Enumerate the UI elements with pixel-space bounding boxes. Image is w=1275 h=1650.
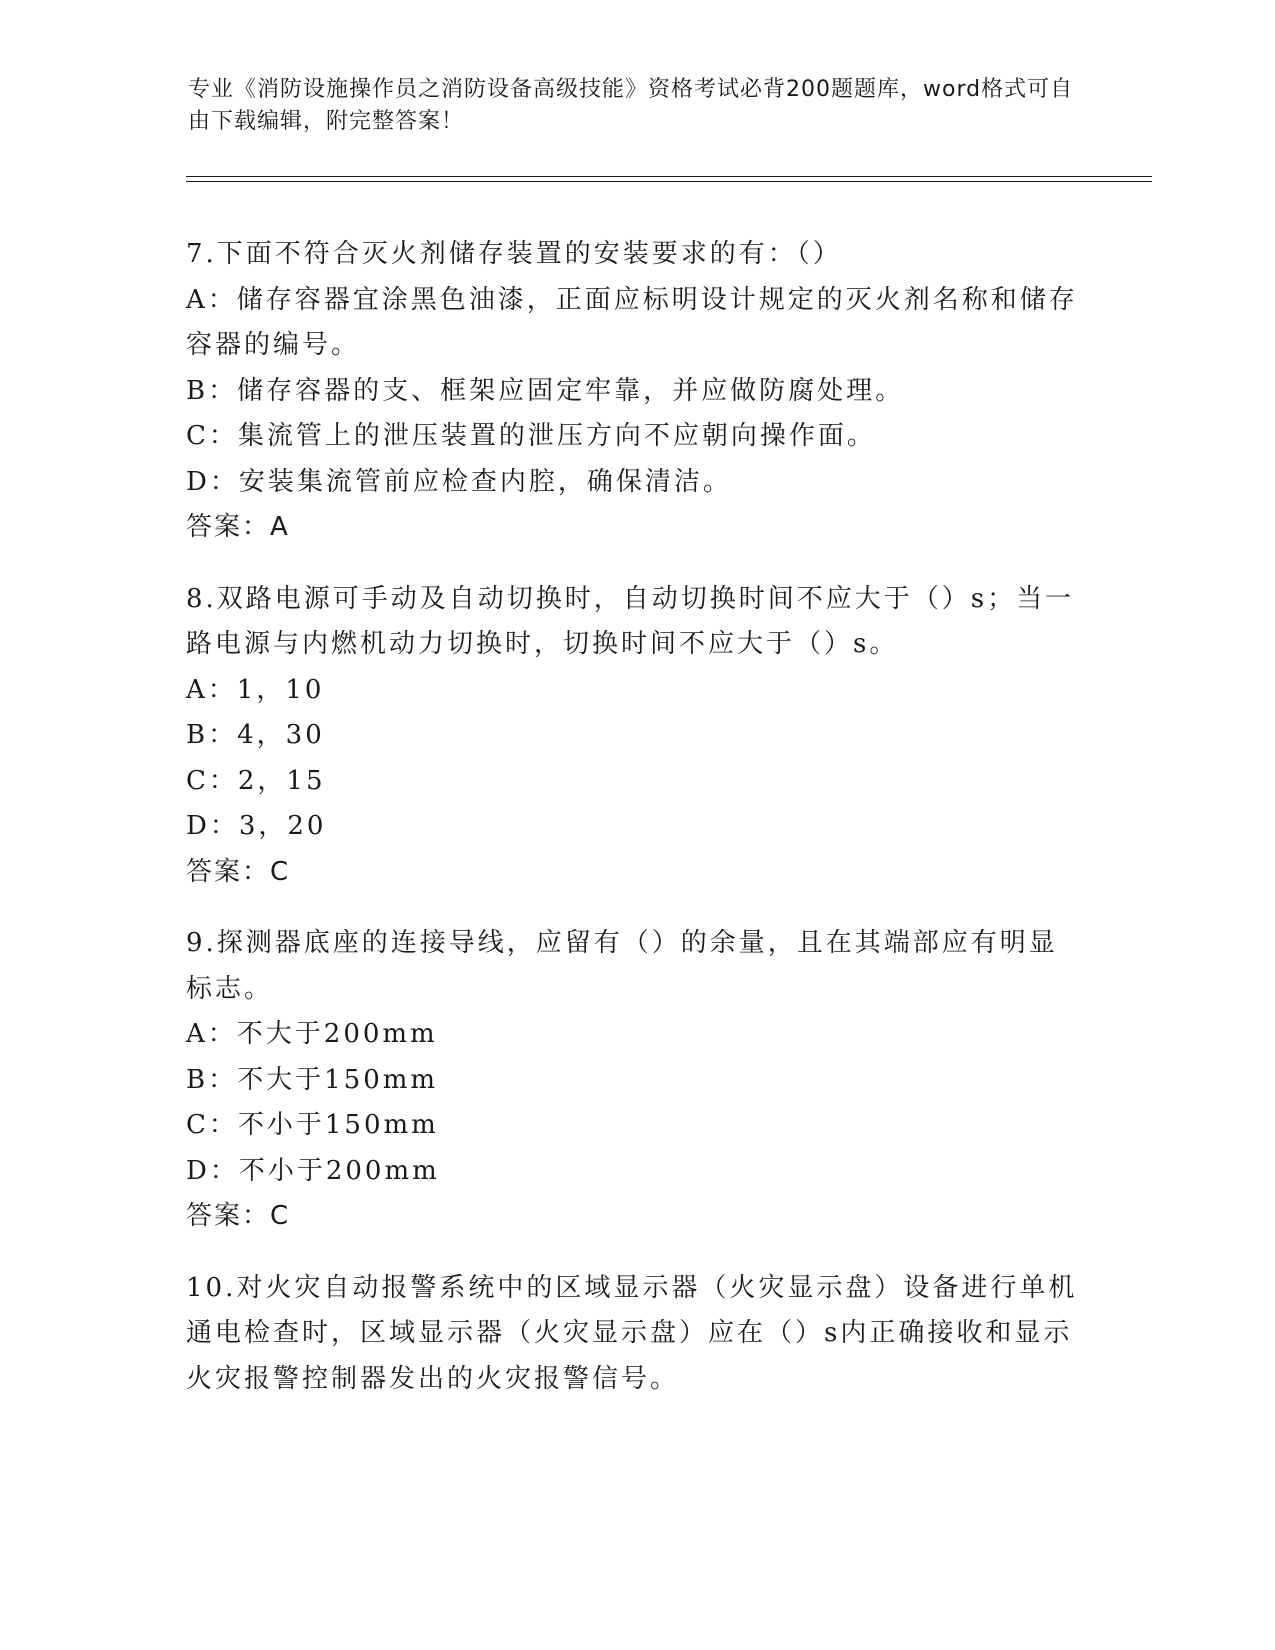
option-d: D：安装集流管前应检查内腔，确保清洁。 bbox=[186, 466, 732, 497]
question-10 bbox=[186, 1266, 1086, 1403]
question-stem: 10.对火灾自动报警系统中的区域显示器（火灾显示盘）设备进行单机 bbox=[186, 1272, 1078, 1303]
question-stem: 8.双路电源可手动及自动切换时，自动切换时间不应大于（）s；当一 bbox=[186, 583, 1075, 614]
question-stem: 9.探测器底座的连接导线，应留有（）的余量，且在其端部应有明显 bbox=[186, 928, 1058, 958]
question-list bbox=[186, 232, 1086, 1428]
document-header: 专业《消防设施操作员之消防设备高级技能》资格考试必背200题题库，word格式可自由下载编辑，附完整答案！ bbox=[188, 77, 1074, 134]
answer-label: 答案：C bbox=[186, 1201, 291, 1231]
option-c: C：集流管上的泄压装置的泄压方向不应朝向操作面。 bbox=[186, 421, 876, 451]
option-a: A：1，10 bbox=[186, 674, 325, 705]
header-divider-bottom bbox=[186, 181, 1152, 182]
answer-label: 答案：C bbox=[186, 856, 291, 887]
question-9 bbox=[186, 921, 1086, 1240]
option-d: D：不小于200mm bbox=[186, 1155, 440, 1186]
option-a-continued: 容器的编号。 bbox=[186, 330, 361, 360]
question-stem-continued: 通电检查时，区域显示器（火灾显示盘）应在（）s内正确接收和显示 bbox=[186, 1318, 1073, 1348]
option-d: D：3，20 bbox=[186, 811, 327, 841]
option-b: B：储存容器的支、框架应固定牢靠，并应做防腐处理。 bbox=[186, 375, 905, 406]
question-stem: 7.下面不符合灭火剂储存装置的安装要求的有：（） bbox=[186, 239, 842, 269]
answer-label: 答案：A bbox=[186, 512, 290, 542]
question-stem-continued: 标志。 bbox=[186, 973, 274, 1004]
option-c: C：2，15 bbox=[186, 765, 326, 796]
question-stem-continued: 路电源与内燃机动力切换时，切换时间不应大于（）s。 bbox=[186, 629, 899, 659]
question-8 bbox=[186, 577, 1086, 896]
header-divider-top bbox=[186, 176, 1152, 177]
option-a: A：不大于200mm bbox=[186, 1019, 438, 1049]
option-b: B：不大于150mm bbox=[186, 1064, 439, 1095]
question-stem-continued: 火灾报警控制器发出的火灾报警信号。 bbox=[186, 1363, 680, 1394]
question-7 bbox=[186, 232, 1086, 551]
option-a: A：储存容器宜涂黑色油漆，正面应标明设计规定的灭火剂名称和储存 bbox=[186, 284, 1078, 315]
option-c: C：不小于150mm bbox=[186, 1110, 439, 1140]
option-b: B：4，30 bbox=[186, 720, 325, 750]
